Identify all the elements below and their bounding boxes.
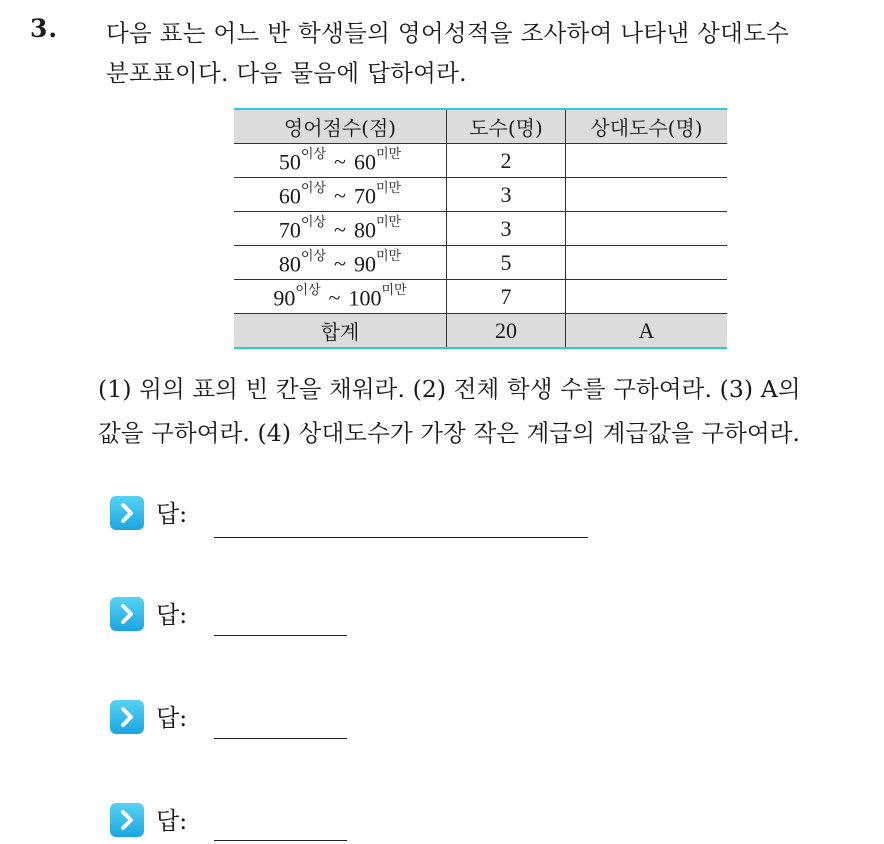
question-instructions (98, 367, 878, 455)
answer-blank-1[interactable] (214, 537, 588, 538)
interval-low-sup: 이상 (300, 248, 327, 264)
interval-high-sup: 미만 (375, 146, 402, 162)
instructions-line-2: 값을 구하여라. (4) 상대도수가 가장 작은 계급의 계급값을 구하여라. (98, 419, 801, 447)
interval-low: 90 (273, 285, 296, 311)
table-row (234, 246, 727, 280)
interval-high-sup: 미만 (375, 214, 402, 230)
score-interval (234, 178, 447, 212)
interval-low: 60 (278, 183, 301, 209)
count-cell: 2 (447, 144, 566, 178)
answer-label: 답: (156, 704, 188, 732)
score-interval (234, 246, 447, 280)
interval-tilde: ~ (334, 251, 346, 277)
answer-label: 답: (156, 601, 188, 629)
header-relative-frequency: 상대도수(명) (566, 109, 728, 144)
relative-frequency-cell[interactable] (566, 246, 728, 280)
chevron-right-icon (110, 496, 144, 530)
table-total-row (234, 314, 727, 349)
total-relative-frequency: A (566, 314, 728, 349)
interval-low-sup: 이상 (300, 214, 327, 230)
count-cell: 3 (447, 212, 566, 246)
answer-label: 답: (156, 500, 188, 528)
interval-low: 70 (278, 217, 301, 243)
problem-text-line-2: 분포표이다. 다음 물음에 답하여라. (106, 59, 467, 87)
interval-high: 90 (353, 251, 376, 277)
answer-blank-2[interactable] (214, 635, 347, 636)
total-label: 합계 (234, 314, 447, 349)
instructions-line-1: (1) 위의 표의 빈 칸을 채워라. (2) 전체 학생 수를 구하여라. (3) A의 (98, 375, 801, 403)
answer-blank-4[interactable] (214, 840, 347, 841)
table-header-row (234, 109, 727, 144)
table-row (234, 212, 727, 246)
chevron-right-icon (110, 700, 144, 734)
problem-number: 3. (30, 14, 59, 43)
interval-high: 70 (353, 183, 376, 209)
interval-high: 100 (348, 285, 382, 311)
interval-tilde: ~ (328, 285, 341, 311)
interval-high-sup: 미만 (381, 282, 407, 298)
interval-low: 80 (278, 251, 301, 277)
interval-low-sup: 이상 (295, 282, 321, 298)
interval-high: 80 (353, 217, 376, 243)
header-count: 도수(명) (447, 109, 566, 144)
count-cell: 7 (447, 280, 566, 314)
table-row (234, 144, 727, 178)
interval-tilde: ~ (334, 149, 346, 175)
table-row (234, 178, 727, 212)
interval-high-sup: 미만 (375, 248, 402, 264)
chevron-right-icon (110, 597, 144, 631)
interval-high-sup: 미만 (375, 180, 402, 196)
chevron-right-icon (110, 803, 144, 837)
count-cell: 5 (447, 246, 566, 280)
header-score: 영어점수(점) (234, 109, 447, 144)
problem-text-line-1: 다음 표는 어느 반 학생들의 영어성적을 조사하여 나타낸 상대도수 (106, 19, 790, 47)
relative-frequency-table (234, 108, 727, 349)
answer-label: 답: (156, 807, 188, 835)
interval-low-sup: 이상 (300, 146, 327, 162)
interval-low-sup: 이상 (300, 180, 327, 196)
total-count: 20 (447, 314, 566, 349)
problem-statement (106, 13, 876, 93)
relative-frequency-cell[interactable] (566, 212, 728, 246)
score-interval (234, 212, 447, 246)
relative-frequency-cell[interactable] (566, 144, 728, 178)
count-cell: 3 (447, 178, 566, 212)
answer-blank-3[interactable] (214, 738, 347, 739)
table-row (234, 280, 727, 314)
score-interval (234, 144, 447, 178)
interval-tilde: ~ (334, 183, 346, 209)
interval-low: 50 (278, 149, 301, 175)
interval-tilde: ~ (334, 217, 346, 243)
relative-frequency-cell[interactable] (566, 280, 728, 314)
relative-frequency-cell[interactable] (566, 178, 728, 212)
interval-high: 60 (353, 149, 376, 175)
score-interval (234, 280, 447, 314)
